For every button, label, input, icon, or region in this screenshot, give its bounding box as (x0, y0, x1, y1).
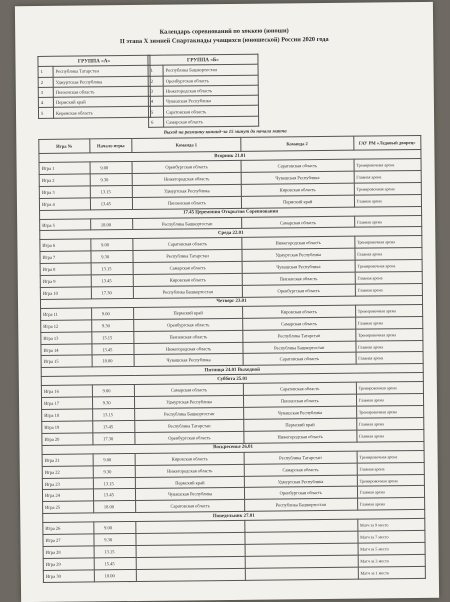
team-2: Удмуртская Республика (242, 249, 355, 262)
start-time: 9.30 (94, 534, 137, 546)
team-2: Кировская область (241, 183, 354, 196)
game-number: Игра 4 (39, 198, 90, 210)
venue: Тренировочная арена (354, 182, 421, 195)
venue: Тренировочная арена (355, 304, 422, 317)
team-1: Нижегородская область (134, 342, 243, 355)
team-2: Республика Татарстан (243, 329, 356, 342)
venue: Тренировочная арена (354, 236, 421, 249)
start-time: 9.00 (90, 161, 133, 173)
team-number: 2 (148, 76, 163, 86)
team-1: Пермский край (134, 306, 243, 319)
day-section-label: Пятница 24.01 Выходной (41, 364, 423, 377)
venue: Главная арена (355, 283, 422, 296)
venue: Главная арена (356, 352, 423, 365)
venue: Тренировочная арена (354, 158, 421, 171)
team-2: Чувашская Республика (242, 260, 355, 273)
document-title: Календарь соревнований по хоккею (юноши) (159, 27, 289, 36)
start-time: 13.15 (90, 185, 133, 197)
venue: Главная арена (355, 248, 422, 261)
start-time: 9.00 (94, 522, 137, 534)
game-number: Игра 19 (42, 421, 93, 433)
team-2: Республика Башкортостан (243, 341, 356, 354)
game-number: Игра 13 (41, 332, 92, 344)
start-time: 9.30 (90, 173, 133, 185)
team-1: Чувашская Республика (136, 488, 245, 501)
team-1: Пермский край (135, 476, 244, 489)
day-section-label: Понедельник 27.01 (43, 510, 425, 523)
groups-section (37, 53, 277, 125)
game-number: Игра 18 (42, 409, 93, 421)
venue: Главная арена (357, 462, 424, 475)
team-name: Кировская область (53, 107, 150, 118)
team-name: Самарская область (164, 116, 259, 127)
team-2: Пермский край (241, 195, 354, 208)
start-time: 9.00 (93, 453, 136, 465)
team-1: Самарская область (135, 384, 244, 397)
game-number: Игра 21 (42, 454, 93, 466)
venue: Главная арена (355, 316, 422, 329)
venue: Главная арена (356, 417, 423, 430)
team-1: Удмуртская Республика (132, 184, 241, 197)
start-time: 17.30 (91, 286, 134, 298)
game-number: Игра 10 (40, 287, 91, 299)
venue: Тренировочная арена (356, 406, 423, 419)
team-1: Республика Башкортостан (133, 217, 242, 230)
team-1 (136, 568, 245, 581)
start-time: 13.45 (92, 421, 135, 433)
team-2: Самарская область (244, 463, 357, 476)
day-section-label: Суббота 25.01 (41, 373, 423, 386)
team-2: Саратовская область (241, 159, 354, 172)
start-time: 18.00 (90, 218, 133, 230)
day-section-label: Воскресенье 26.01 (42, 441, 424, 454)
team-number: 6 (149, 117, 164, 127)
team-2: Пермский край (244, 418, 357, 431)
venue: Главная арена (357, 486, 424, 499)
venue: Тренировочная арена (356, 382, 423, 395)
team-2: Республика Башкортостан (244, 499, 357, 512)
team-name: Республика Татарстан (53, 66, 150, 77)
start-time: 13.45 (90, 197, 133, 209)
team-2: Нижегородская область (242, 237, 355, 250)
team-name: Саратовская область (163, 106, 258, 117)
start-time: 9.00 (92, 385, 135, 397)
start-time: 9.30 (91, 251, 134, 263)
team-2: Оренбургская область (244, 487, 357, 500)
team-1: Республика Башкортостан (135, 407, 244, 420)
team-1: Республика Татарстан (135, 419, 244, 432)
venue: Главная арена (354, 170, 421, 183)
start-time: 9.30 (91, 319, 134, 331)
team-1: Нижегородская область (132, 172, 241, 185)
game-number: Игра 7 (40, 251, 91, 263)
game-number: Игра 1 (39, 162, 90, 174)
start-time: 15.45 (94, 557, 137, 569)
team-1: Саратовская область (133, 238, 242, 251)
team-name: Чувашская Республика (163, 95, 258, 106)
group-b-title: ГРУППА «Б» (148, 54, 258, 65)
start-time: 13.15 (94, 546, 137, 558)
group-a-title: ГРУППА «А» (38, 55, 150, 66)
venue: Главная арена (355, 272, 422, 285)
venue: Тренировочная арена (355, 328, 422, 341)
game-number: Игра 12 (41, 320, 92, 332)
game-number: Игра 6 (40, 239, 91, 251)
game-number: Игра 2 (39, 174, 90, 186)
team-2: Республика Татарстан (244, 451, 357, 464)
game-number: Игра 28 (43, 546, 94, 558)
game-number: Игра 11 (41, 308, 92, 320)
game-number: Игра 29 (43, 558, 94, 570)
venue: Матч за 7 место (358, 531, 425, 544)
warmup-note: Выход на разминку команд–за 15 минут до начала матча (163, 129, 287, 136)
day-section-label: 17.45 Церемония Открытия Соревнования (40, 206, 422, 219)
team-number: 4 (148, 96, 163, 106)
team-1: Удмуртская Республика (135, 396, 244, 409)
game-number: Игра 8 (40, 263, 91, 275)
team-2 (245, 567, 358, 580)
team-2: Самарская область (241, 216, 354, 229)
team-1: Пензенская область (133, 196, 242, 209)
team-number: 2 (38, 77, 53, 87)
start-time: 18.00 (93, 501, 136, 513)
start-time: 17.30 (93, 432, 136, 444)
team-2: Пензенская область (243, 394, 356, 407)
game-number: Игра 22 (42, 466, 93, 478)
venue: Главная арена (356, 340, 423, 353)
team-2: Самарская область (243, 317, 356, 330)
team-number: 3 (148, 86, 163, 96)
team-2: Саратовская область (243, 383, 356, 396)
start-time: 18.00 (94, 569, 137, 581)
start-time: 9.30 (92, 397, 135, 409)
team-1: Кировская область (133, 273, 242, 286)
team-number: 1 (148, 65, 163, 75)
game-number: Игра 26 (43, 522, 94, 534)
team-name: Оренбургская область (163, 75, 258, 86)
team-2: Чувашская Республика (243, 406, 356, 419)
venue: Главная арена (354, 194, 421, 207)
team-number: 1 (38, 67, 53, 77)
start-time: 9.30 (93, 465, 136, 477)
start-time: 13.45 (91, 275, 134, 287)
game-number: Игра 24 (42, 489, 93, 501)
start-time: 13.45 (92, 343, 135, 355)
team-1: Чувашская Республика (134, 354, 243, 367)
venue: Главная арена (356, 394, 423, 407)
team-1: Саратовская область (136, 500, 245, 513)
start-time: 9.00 (91, 307, 134, 319)
start-time: 13.15 (93, 477, 136, 489)
team-1: Нижегородская область (135, 464, 244, 477)
game-number: Игра 5 (40, 218, 91, 230)
start-time: 18.00 (92, 355, 135, 367)
team-1: Республика Татарстан (133, 250, 242, 263)
start-time: 13.15 (91, 263, 134, 275)
venue: Матч за 9 место (357, 519, 424, 532)
group-team-row (38, 107, 150, 118)
team-number: 4 (38, 97, 53, 107)
start-time: 13.15 (92, 331, 135, 343)
team-1: Оренбургская область (132, 160, 241, 173)
game-number: Игра 15 (41, 355, 92, 367)
team-2: Чувашская Республика (241, 171, 354, 184)
game-number: Игра 30 (43, 570, 94, 582)
venue: Матч за 1 место (358, 566, 425, 579)
venue: Матч за 3 место (358, 554, 425, 567)
game-number: Игра 16 (41, 385, 92, 397)
team-2: Кировская область (242, 305, 355, 318)
day-section-label: Вторник 21.01 (39, 149, 421, 162)
day-section-label: Четверг 23.01 (40, 295, 422, 308)
col-game-number: Игра № (39, 139, 90, 154)
team-2: Удмуртская Республика (244, 475, 357, 488)
team-name: Удмуртская Республика (53, 76, 150, 87)
document-sheet (15, 2, 439, 602)
document-subtitle: II этапа X зимней Спартакиады учащихся (юношеской) России 2020 года (119, 35, 329, 45)
game-number: Игра 9 (40, 275, 91, 287)
start-time: 9.00 (91, 239, 134, 251)
venue: Матч за 5 место (358, 542, 425, 555)
team-2: Оренбургская область (242, 284, 355, 297)
schedule-table (38, 135, 426, 583)
team-2: Саратовская область (243, 353, 356, 366)
game-number: Игра 23 (42, 478, 93, 490)
venue: Главная арена (354, 215, 421, 228)
team-1: Пензенская область (134, 330, 243, 343)
game-number: Игра 20 (42, 433, 93, 445)
team-1: Оренбургская область (135, 431, 244, 444)
col-start-time: Начало игры (90, 138, 133, 152)
venue: Тренировочная арена (357, 474, 424, 487)
start-time: 13.45 (93, 489, 136, 501)
team-name: Пермский край (53, 96, 150, 107)
venue: Тренировочная арена (357, 450, 424, 463)
col-team-1: Команда 1 (132, 137, 241, 152)
col-team-2: Команда 2 (241, 136, 354, 151)
game-number: Игра 14 (41, 343, 92, 355)
venue: Главная арена (357, 429, 424, 442)
team-name: Республика Башкортостан (163, 64, 258, 75)
venue: Тренировочная арена (355, 260, 422, 273)
game-number: Игра 3 (39, 186, 90, 198)
team-number: 3 (38, 87, 53, 97)
start-time: 13.15 (92, 409, 135, 421)
group-team-row (149, 116, 259, 127)
day-section-label: Среда 22.01 (40, 227, 422, 240)
game-number: Игра 27 (43, 534, 94, 546)
group-b-table (147, 54, 259, 128)
team-1: Самарская область (133, 262, 242, 275)
team-name: Нижегородская область (163, 85, 258, 96)
team-2: Нижегородская область (244, 430, 357, 443)
team-2: Пензенская область (242, 272, 355, 285)
game-number: Игра 25 (43, 501, 94, 513)
game-number: Игра 17 (41, 397, 92, 409)
team-1: Республика Башкортостан (133, 285, 242, 298)
team-name: Пензенская область (53, 86, 150, 97)
col-venue: ГАУ РМ «Ледовый дворец» (353, 135, 420, 150)
group-a-table (37, 55, 151, 119)
team-number: 5 (148, 107, 163, 117)
venue: Главная арена (357, 498, 424, 511)
team-1: Оренбургская область (134, 318, 243, 331)
team-1: Кировская область (135, 452, 244, 465)
team-number: 5 (38, 108, 53, 118)
